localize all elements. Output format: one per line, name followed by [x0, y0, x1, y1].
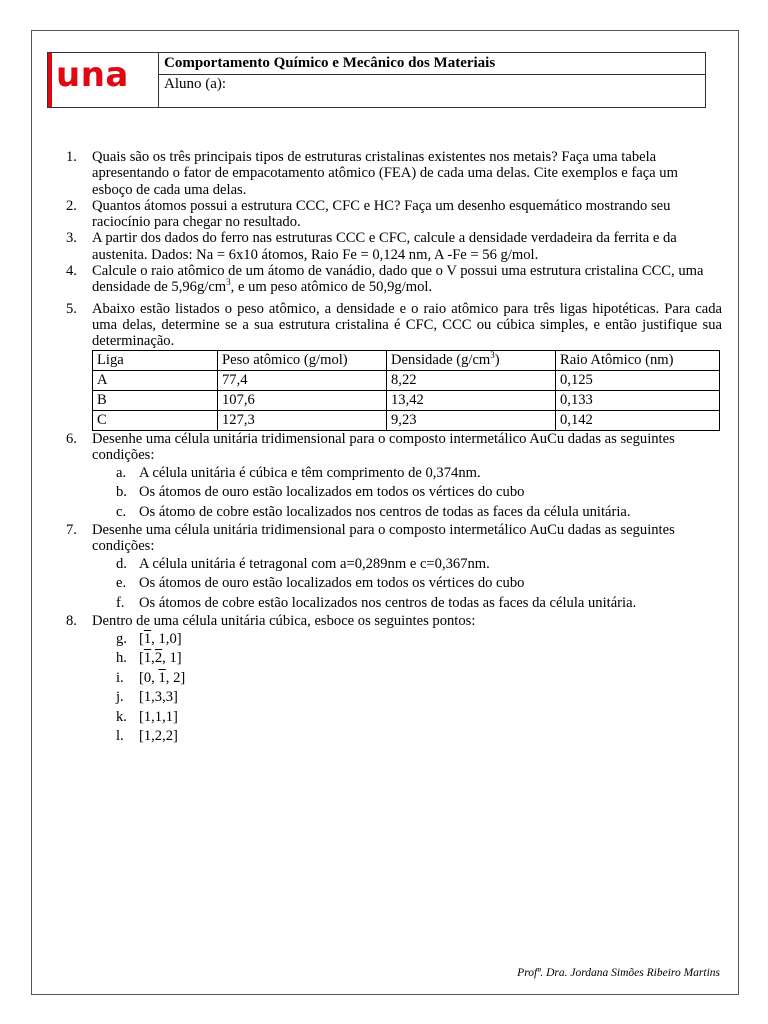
list-item [116, 629, 722, 649]
question-text: A partir dos dados do ferro nas estruturas CCC e CFC, calcule a densidade verdadeira da ferrita e da austenita. Dados: Na = 6x10 átomos, Raio Fe = 0,124 nm, A -Fe = 56 g/mol. [92, 230, 677, 263]
question-number: 3. [66, 230, 77, 247]
item-text: Os átomos de cobre estão localizados nos centros de todas as faces da célula unitária. [139, 594, 637, 611]
question-text: Desenhe uma célula unitária tridimensional para o composto intermetálico AuCu dadas as seguintes condições: [92, 521, 675, 554]
header-cell-liga: Liga [93, 350, 218, 370]
item-letter: f. [116, 594, 125, 611]
cell-liga: C [93, 410, 218, 430]
question-7 [66, 522, 722, 555]
course-title: Comportamento Químico e Mecânico dos Materiais [164, 55, 496, 71]
question-text: Dentro de uma célula unitária cúbica, esboce os seguintes pontos: [92, 612, 476, 629]
table-row [93, 410, 720, 430]
item-text: A célula unitária é cúbica e têm comprimento de 0,374nm. [139, 464, 481, 481]
item-letter: g. [116, 630, 127, 647]
superscript: 3 [490, 349, 495, 360]
cell-densidade: 13,42 [387, 390, 556, 410]
item-text: Os átomos de ouro estão localizados em todos os vértices do cubo [139, 575, 525, 592]
alloy-table [92, 350, 720, 431]
cell-peso: 127,3 [218, 410, 387, 430]
list-item [116, 554, 722, 574]
header-divider [158, 74, 705, 75]
item-letter: e. [116, 575, 127, 592]
superscript: 3 [226, 277, 231, 288]
item-text: [1,1,1] [139, 708, 178, 725]
question-number: 2. [66, 197, 77, 214]
item-letter: i. [116, 669, 124, 686]
question-text: Abaixo estão listados o peso atômico, a densidade e o raio atômico para três ligas hipotéticas. Para cada uma delas, determine se a sua estrutura cristalina é CFC, CCC ou cúbica simples, e então justifique sua determinação. [92, 300, 722, 350]
document-header [47, 52, 706, 108]
list-item [116, 707, 722, 727]
table-header-row [93, 350, 720, 370]
table-row [93, 390, 720, 410]
item-letter: d. [116, 555, 127, 572]
cell-densidade: 9,23 [387, 410, 556, 430]
question-number: 5. [66, 300, 77, 317]
cell-liga: B [93, 390, 218, 410]
logo [48, 53, 159, 107]
header-cell-densidade [387, 350, 556, 370]
item-letter: l. [116, 728, 124, 745]
header-cell-raio: Raio Atômico (nm) [556, 350, 720, 370]
question-number: 1. [66, 149, 77, 165]
cell-raio: 0,133 [556, 390, 720, 410]
list-item [116, 483, 722, 503]
list-item [116, 502, 722, 522]
question-text [92, 263, 722, 296]
question-6 [66, 431, 722, 464]
list-item [116, 463, 722, 483]
list-item [116, 668, 722, 688]
student-label: Aluno (a): [164, 76, 227, 92]
exercise-list [66, 149, 722, 746]
question-3 [66, 230, 722, 263]
table-row [93, 370, 720, 390]
question-text: Quais são os três principais tipos de estruturas cristalinas existentes nos metais? Faça uma tabela apresentando o fator de empacotamento atômico (FEA) de cada uma delas. Cite exemplos e faça um esboço de cada uma delas. [92, 149, 678, 198]
question-8 [66, 613, 722, 629]
item-text: Os átomos de ouro estão localizados em todos os vértices do cubo [139, 484, 525, 501]
question-number: 4. [66, 263, 77, 280]
item-letter: c. [116, 503, 127, 520]
list-item [116, 574, 722, 594]
question-text-part: , e um peso atômico de 50,9g/mol. [230, 279, 433, 296]
cell-raio: 0,142 [556, 410, 720, 430]
item-text: [1,2,2] [139, 728, 178, 745]
item-letter: b. [116, 484, 127, 501]
list-item [116, 593, 722, 613]
item-letter: j. [116, 689, 124, 706]
logo-text: una [56, 55, 129, 95]
question-text: Quantos átomos possui a estrutura CCC, CFC e HC? Faça um desenho esquemático mostrando seu raciocínio para chegar no resultado. [92, 197, 671, 231]
cell-peso: 77,4 [218, 370, 387, 390]
question-5 [66, 301, 722, 350]
header-text: ) [494, 351, 500, 368]
cell-raio: 0,125 [556, 370, 720, 390]
question-number: 8. [66, 612, 77, 629]
question-number: 7. [66, 521, 77, 538]
question-4 [66, 263, 722, 296]
author-footer: Profª. Dra. Jordana Simões Ribeiro Martins [517, 967, 720, 979]
item-text: [1,2, 1] [139, 650, 182, 667]
item-letter: k. [116, 708, 127, 725]
cell-densidade: 8,22 [387, 370, 556, 390]
question-number: 6. [66, 430, 77, 447]
item-text: [1,3,3] [139, 689, 178, 706]
item-text: Os átomo de cobre estão localizados nos centros de todas as faces da célula unitária. [139, 503, 631, 520]
item-text: [0, 1, 2] [139, 669, 186, 686]
item-letter: a. [116, 464, 127, 481]
header-cell-peso: Peso atômico (g/mol) [218, 350, 387, 370]
question-2 [66, 198, 722, 231]
cell-liga: A [93, 370, 218, 390]
question-1 [66, 149, 722, 198]
logo-accent-bar [48, 53, 52, 107]
item-text: A célula unitária é tetragonal com a=0,289nm e c=0,367nm. [139, 555, 490, 572]
question-text: Desenhe uma célula unitária tridimensional para o composto intermetálico AuCu dadas as seguintes condições: [92, 430, 675, 463]
header-text: Densidade (g/cm [391, 351, 491, 368]
item-letter: h. [116, 650, 127, 667]
list-item [116, 688, 722, 708]
cell-peso: 107,6 [218, 390, 387, 410]
list-item [116, 727, 722, 747]
list-item [116, 649, 722, 669]
question-text-part: Calcule o raio atômico de um átomo de vanádio, dado que o V possui uma estrutura cristalina CCC, uma densidade de 5,96g/cm [92, 263, 704, 296]
item-text: [1, 1,0] [139, 630, 182, 647]
